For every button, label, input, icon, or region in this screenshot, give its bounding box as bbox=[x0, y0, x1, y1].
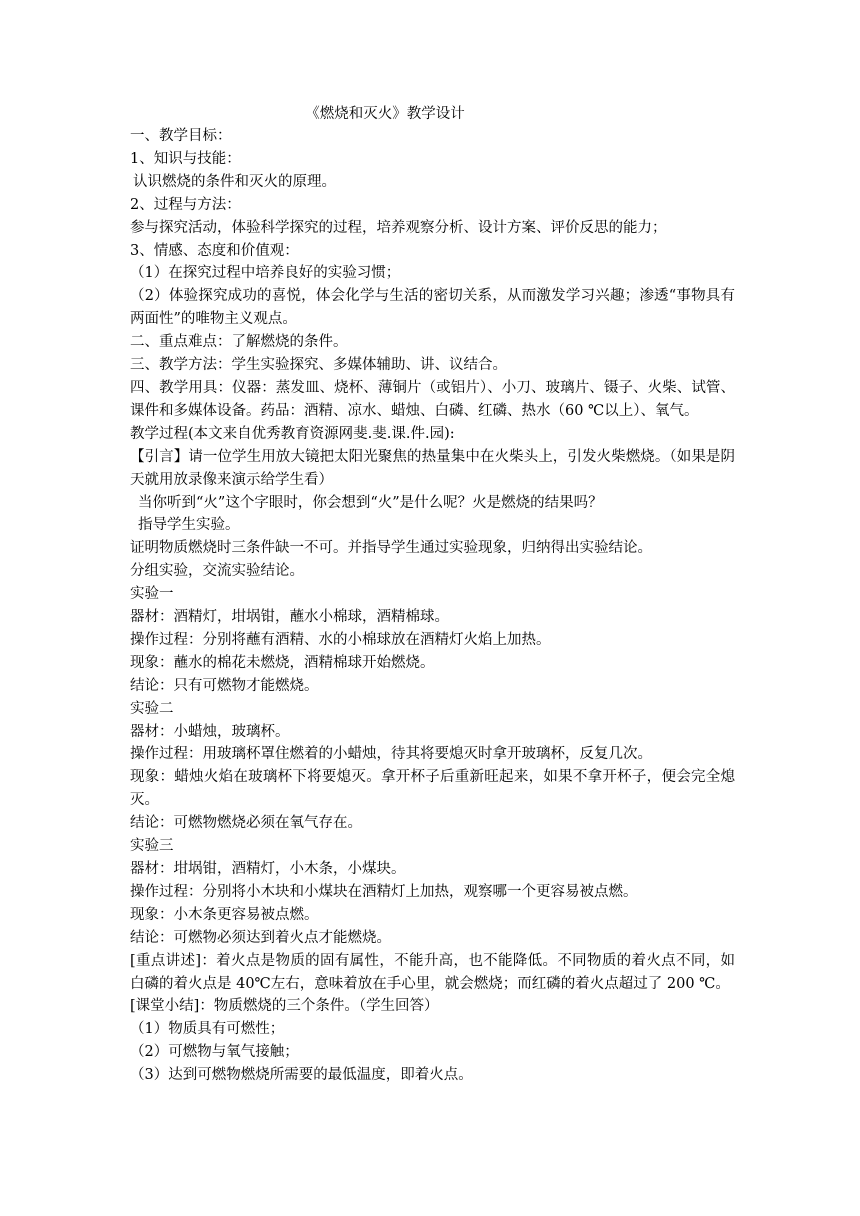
section-heading: 三、教学方法：学生实验探究、多媒体辅助、讲、议结合。 bbox=[130, 357, 507, 374]
paragraph: 器材：酒精灯，坩埚钳，蘸水小棉球，酒精棉球。 bbox=[130, 609, 449, 626]
subsection-heading: 3、情感、态度和价值观： bbox=[130, 242, 299, 259]
paragraph: 操作过程：分别将蘸有酒精、水的小棉球放在酒精灯火焰上加热。 bbox=[130, 631, 551, 648]
paragraph: 操作过程：分别将小木块和小煤块在酒精灯上加热，观察哪一个更容易被点燃。 bbox=[130, 883, 638, 900]
subsection-heading: 1、知识与技能： bbox=[130, 150, 241, 167]
paragraph: 器材：坩埚钳，酒精灯，小木条，小煤块。 bbox=[130, 861, 406, 877]
paragraph: 器材：小蜡烛，玻璃杯。 bbox=[130, 723, 290, 740]
paragraph: 分组实验，交流实验结论。 bbox=[130, 563, 304, 580]
paragraph: 教学过程(本文来自优秀教育资源网斐.斐.课.件.园): bbox=[130, 425, 455, 442]
paragraph: 结论：可燃物燃烧必须在氧气存在。 bbox=[130, 815, 362, 832]
list-item: （1）物质具有可燃性； bbox=[130, 1021, 285, 1038]
paragraph: 【引言】请一位学生用放大镜把太阳光聚焦的热量集中在火柴头上，引发火柴燃烧。（如果是阴天就用放录像来演示给学生看） bbox=[130, 448, 735, 488]
paragraph: 当你听到“火”这个字眼时，你会想到“火”是什么呢？火是燃烧的结果吗？ bbox=[138, 494, 603, 511]
list-item: （1）在探究过程中培养良好的实验习惯； bbox=[130, 265, 401, 282]
experiment-heading: 实验二 bbox=[130, 700, 174, 717]
list-item: （2）可燃物与氧气接触； bbox=[130, 1044, 299, 1061]
paragraph: 参与探究活动，体验科学探究的过程，培养观察分析、设计方案、评价反思的能力； bbox=[130, 219, 667, 236]
paragraph: [重点讲述]：着火点是物质的固有属性，不能升高，也不能降低。不同物质的着火点不同，如白磷的着火点是 40℃左右，意味着放在手心里，就会燃烧；而红磷的着火点超过了 200 ℃。 bbox=[130, 952, 735, 992]
subsection-heading: 2、过程与方法： bbox=[130, 196, 241, 213]
paragraph: 认识燃烧的条件和灭火的原理。 bbox=[133, 173, 336, 190]
list-item: （2）体验探究成功的喜悦，体会化学与生活的密切关系，从而激发学习兴趣；渗透“事物具有两面性”的唯物主义观点。 bbox=[130, 288, 735, 328]
paragraph: 指导学生实验。 bbox=[138, 517, 240, 534]
paragraph: 操作过程：用玻璃杯罩住燃着的小蜡烛，待其将要熄灭时拿开玻璃杯，反复几次。 bbox=[130, 746, 652, 763]
list-item: （3）达到可燃物燃烧所需要的最低温度，即着火点。 bbox=[130, 1067, 473, 1084]
experiment-heading: 实验三 bbox=[130, 838, 174, 855]
document-title: 《燃烧和灭火》教学设计 bbox=[305, 106, 465, 122]
paragraph: 证明物质燃烧时三条件缺一不可。并指导学生通过实验现象，归纳得出实验结论。 bbox=[130, 540, 652, 557]
paragraph: 结论：可燃物必须达到着火点才能燃烧。 bbox=[130, 929, 391, 946]
section-heading: 四、教学用具：仪器：蒸发皿、烧杯、薄铜片（或铝片）、小刀、玻璃片、镊子、火柴、试管、课件和多媒体设备。药品：酒精、凉水、蜡烛、白磷、红磷、热水（60 ℃以上）、氧气。 bbox=[130, 379, 735, 419]
paragraph: [课堂小结]：物质燃烧的三个条件。（学生回答） bbox=[130, 998, 439, 1015]
document-body bbox=[130, 125, 735, 1087]
experiment-heading: 实验一 bbox=[130, 586, 174, 603]
paragraph: 结论：只有可燃物才能燃烧。 bbox=[130, 677, 319, 694]
paragraph: 现象：蜡烛火焰在玻璃杯下将要熄灭。拿开杯子后重新旺起来，如果不拿开杯子，便会完全熄灭。 bbox=[130, 769, 735, 809]
section-heading: 一、教学目标： bbox=[130, 128, 232, 144]
paragraph: 现象：小木条更容易被点燃。 bbox=[130, 906, 319, 923]
section-heading: 二、重点难点：了解燃烧的条件。 bbox=[130, 334, 348, 351]
paragraph: 现象：蘸水的棉花未燃烧，酒精棉球开始燃烧。 bbox=[130, 654, 435, 671]
